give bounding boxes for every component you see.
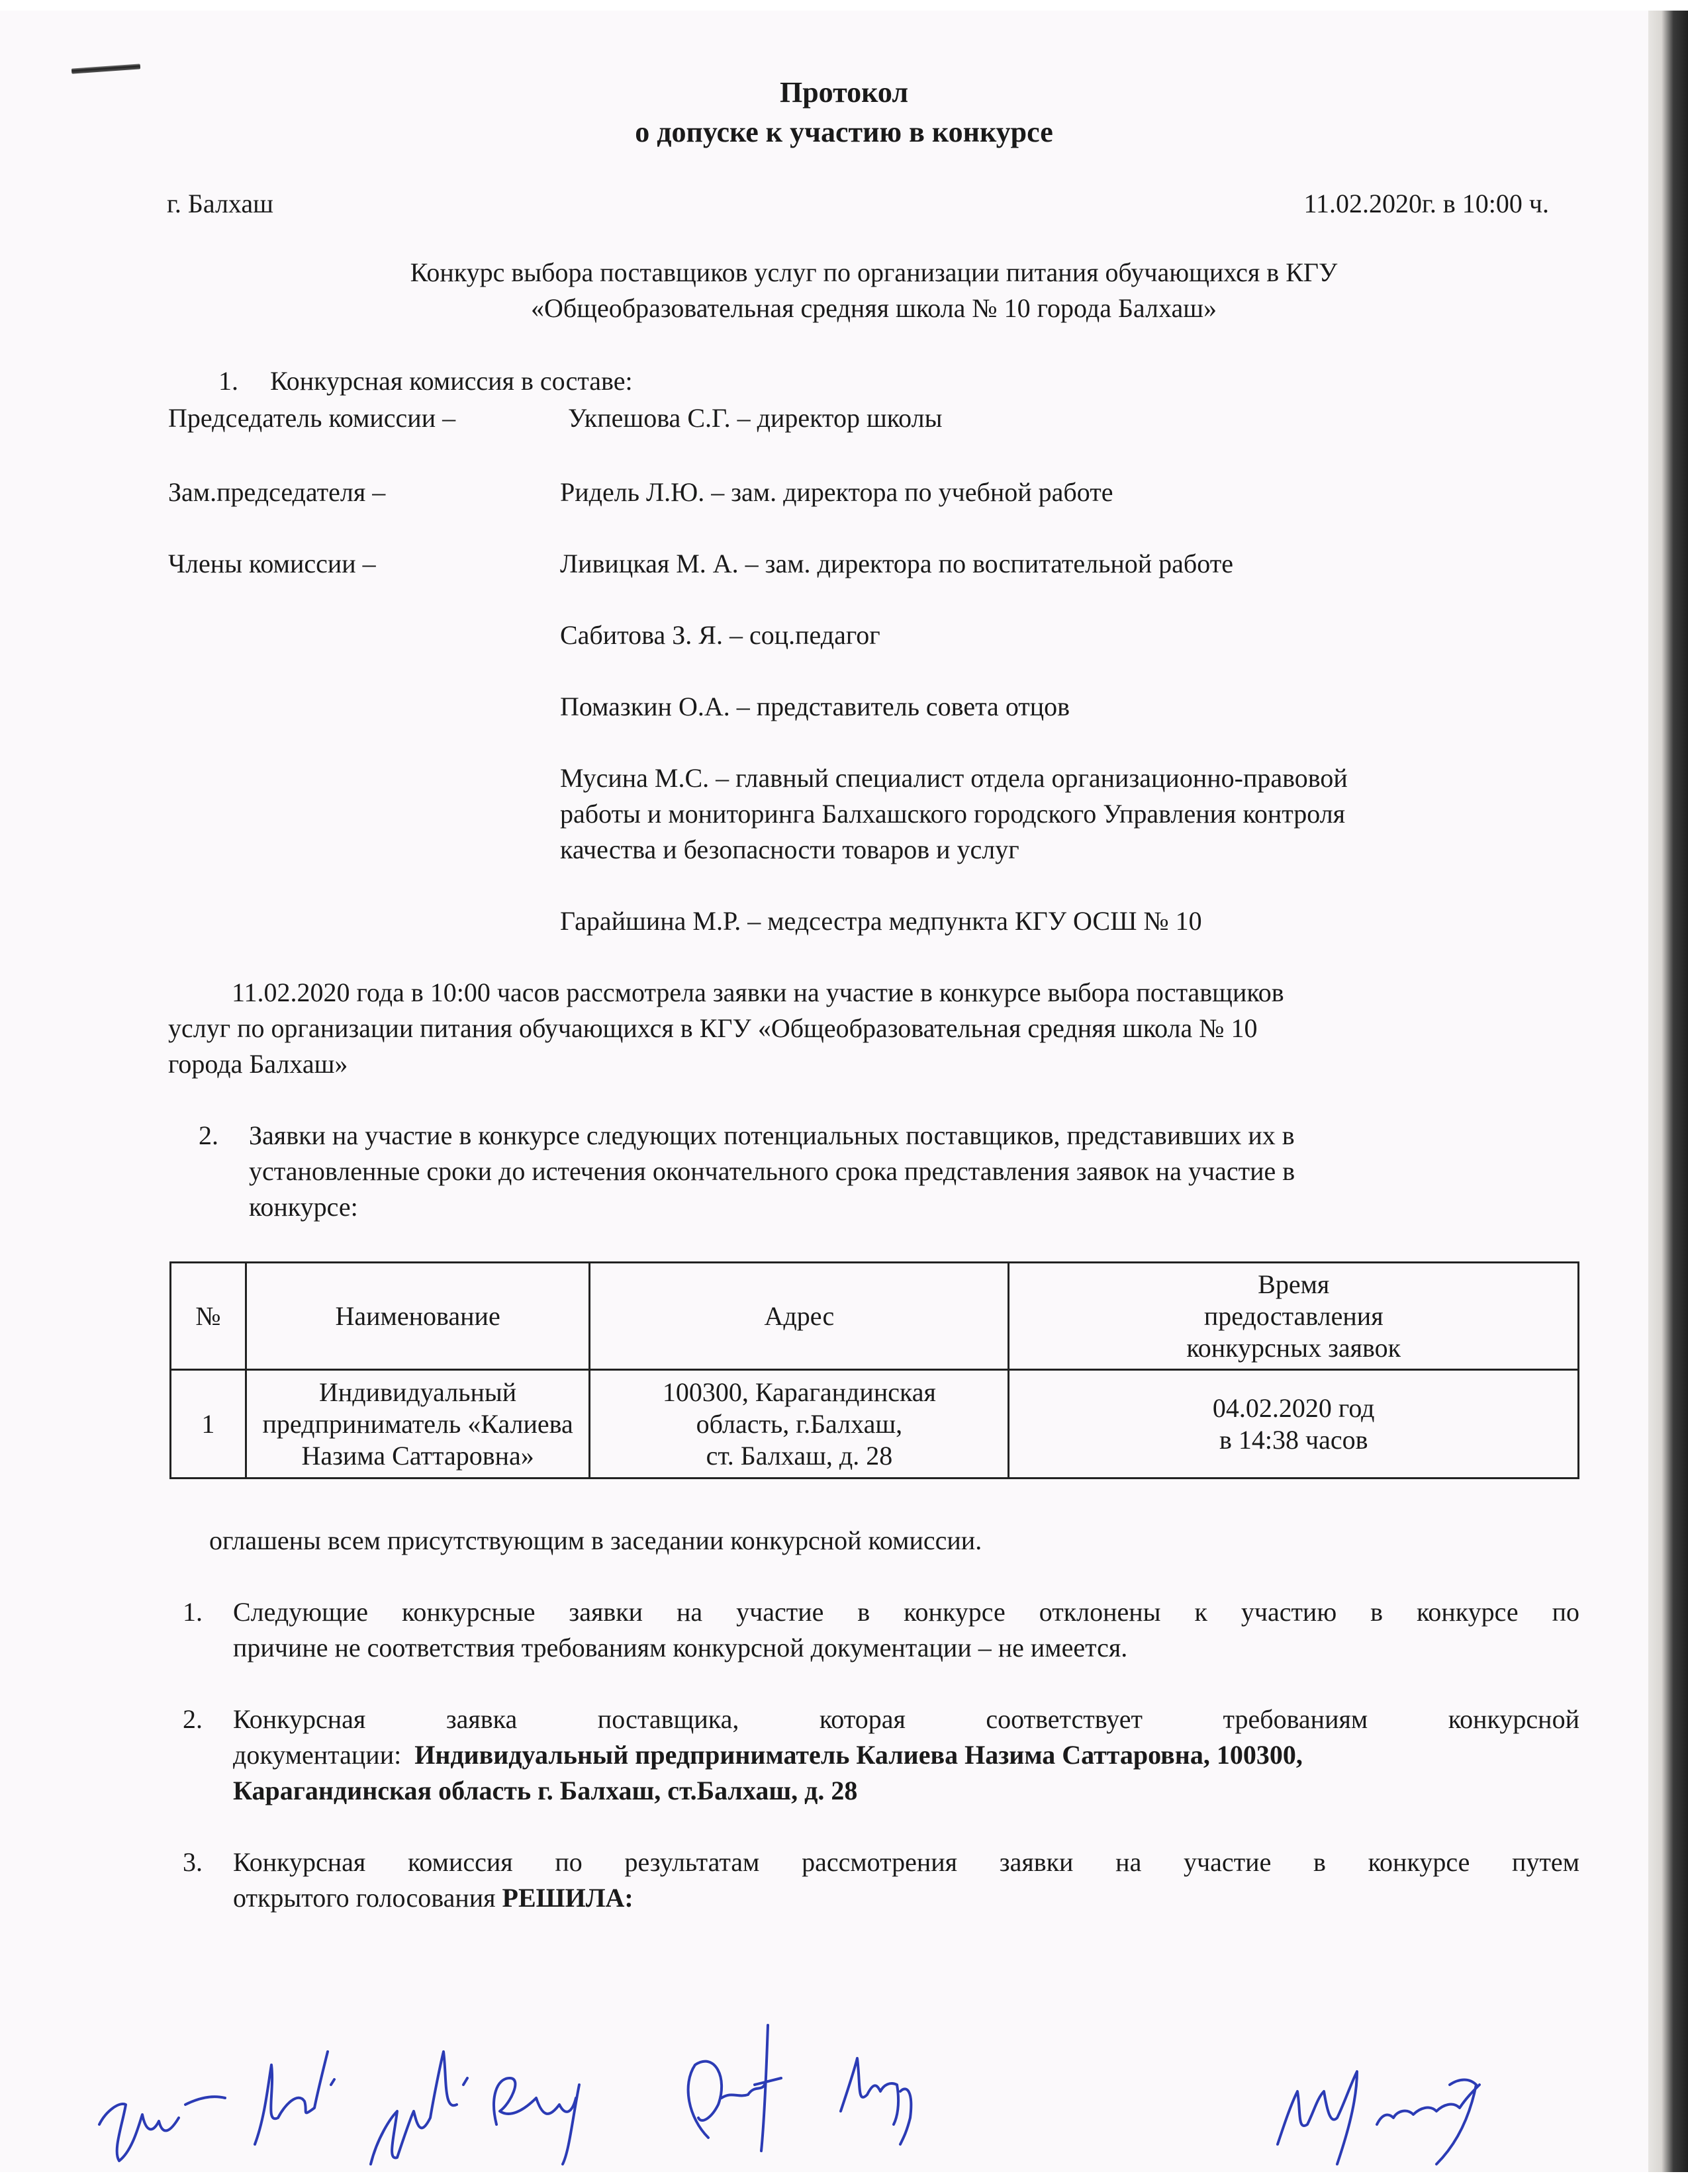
- member-item: Мусина М.С. – главный специалист отдела организационно-правовой: [560, 763, 1348, 793]
- qualified-supplier-address: Карагандинская область г. Балхаш, ст.Балхаш, д. 28: [233, 1776, 858, 1805]
- result-1-number: 1.: [183, 1597, 203, 1627]
- cell-time: [1009, 1370, 1579, 1479]
- cell-address-line: 100300, Карагандинская: [662, 1377, 936, 1407]
- header-time-line: Время: [1258, 1269, 1330, 1299]
- result-2-number: 2.: [183, 1704, 203, 1734]
- chair-member: Укпешова С.Г. – директор школы: [568, 403, 943, 433]
- document-subtitle: о допуске к участию в конкурсе: [635, 116, 1053, 148]
- chair-role: Председатель комиссии –: [168, 403, 456, 433]
- header-number: №: [171, 1263, 246, 1370]
- decision-label: РЕШИЛА:: [502, 1883, 633, 1913]
- header-address: Адрес: [590, 1263, 1009, 1370]
- scan-edge-shadow: [1648, 11, 1688, 2175]
- qualified-supplier: Индивидуальный предприниматель Калиева Назима Саттаровна, 100300,: [414, 1740, 1303, 1770]
- signature-5: [688, 2025, 781, 2151]
- result-3-label: открытого голосования: [233, 1883, 496, 1913]
- cell-time-line: в 14:38 часов: [1219, 1424, 1368, 1455]
- table-row: [171, 1370, 1579, 1479]
- section-2-number: 2.: [199, 1120, 218, 1150]
- result-3-line-1: Конкурсная комиссия по результатам рассмотрения заявки на участие в конкурсе путем: [233, 1847, 1579, 1877]
- member-item: Помазкин О.А. – представитель совета отцов: [560, 692, 1070, 721]
- member-item: Ливицкая М. А. – зам. директора по воспитательной работе: [560, 549, 1233, 578]
- cell-address-line: ст. Балхаш, д. 28: [706, 1440, 893, 1471]
- meeting-datetime: 11.02.2020г. в 10:00 ч.: [1303, 189, 1549, 218]
- announced-text: оглашены всем присутствующим в заседании конкурсной комиссии.: [209, 1525, 982, 1555]
- table-header-row: [171, 1263, 1579, 1370]
- result-3-number: 3.: [183, 1847, 203, 1877]
- city: г. Балхаш: [167, 189, 273, 218]
- signature-3: [371, 2052, 467, 2164]
- signature-8: [1377, 2080, 1479, 2165]
- signature-1: [99, 2097, 225, 2161]
- review-text-line-2: услуг по организации питания обучающихся в КГУ «Общеобразовательная средняя школа № 10: [168, 1013, 1258, 1043]
- member-item-continued: работы и мониторинга Балхашского городского Управления контроля: [560, 799, 1346, 829]
- signatures: [86, 1985, 1609, 2171]
- section-2-line-2: установленные сроки до истечения окончательного срока представления заявок на участие в: [249, 1156, 1295, 1186]
- cell-name-line: Индивидуальный: [319, 1377, 517, 1407]
- review-text-line-3: города Балхаш»: [168, 1049, 348, 1079]
- members-role: Члены комиссии –: [168, 549, 376, 578]
- section-2-line-3: конкурсе:: [249, 1192, 358, 1222]
- document-title: Протокол: [779, 76, 909, 109]
- result-1-line-2: причине не соответствия требованиям конкурсной документации – не имеется.: [233, 1633, 1128, 1662]
- member-item: Сабитова З. Я. – соц.педагог: [560, 620, 880, 650]
- result-1-line-1: Следующие конкурсные заявки на участие в конкурсе отклонены к участию в конкурсе по: [233, 1597, 1579, 1627]
- commission-heading-number: 1.: [218, 366, 238, 396]
- member-item-continued: качества и безопасности товаров и услуг: [560, 835, 1019, 864]
- cell-name-line: Назима Саттаровна»: [301, 1440, 534, 1471]
- signature-2: [255, 2052, 334, 2144]
- result-2-line-1: Конкурсная заявка поставщика, которая соответствует требованиям конкурсной: [233, 1704, 1579, 1734]
- result-2-label: документации:: [233, 1740, 402, 1770]
- review-text-line-1: 11.02.2020 года в 10:00 часов рассмотрела заявки на участие в конкурсе выбора поставщиков: [232, 978, 1284, 1007]
- cell-address-line: область, г.Балхаш,: [696, 1408, 903, 1439]
- cell-name: [246, 1370, 589, 1479]
- result-2-line-2: [233, 1738, 1303, 1772]
- commission-heading: Конкурсная комиссия в составе:: [270, 366, 633, 396]
- signature-4: [494, 2078, 579, 2164]
- header-time-line: конкурсных заявок: [1186, 1332, 1401, 1363]
- cell-address: [590, 1370, 1009, 1479]
- header-name: Наименование: [246, 1263, 589, 1370]
- member-item: Гарайшина М.Р. – медсестра медпункта КГУ ОСШ № 10: [560, 906, 1202, 936]
- deputy-member: Ридель Л.Ю. – зам. директора по учебной работе: [560, 477, 1113, 507]
- bids-table: [169, 1261, 1579, 1479]
- header-time-line: предоставления: [1203, 1300, 1383, 1331]
- header-time: [1009, 1263, 1579, 1370]
- subject-line-2: «Общеобразовательная средняя школа № 10 города Балхаш»: [530, 293, 1217, 323]
- cell-name-line: предприниматель «Калиева: [262, 1408, 573, 1439]
- result-3-line-2: [233, 1881, 633, 1915]
- deputy-role: Зам.председателя –: [168, 477, 386, 507]
- signature-6: [841, 2058, 911, 2144]
- section-2-line-1: Заявки на участие в конкурсе следующих потенциальных поставщиков, представивших их в: [249, 1120, 1295, 1150]
- subject-line-1: Конкурс выбора поставщиков услуг по организации питания обучающихся в КГУ: [410, 257, 1338, 287]
- signature-7: [1278, 2071, 1357, 2164]
- cell-number: 1: [171, 1370, 246, 1479]
- cell-time-line: 04.02.2020 год: [1212, 1392, 1375, 1423]
